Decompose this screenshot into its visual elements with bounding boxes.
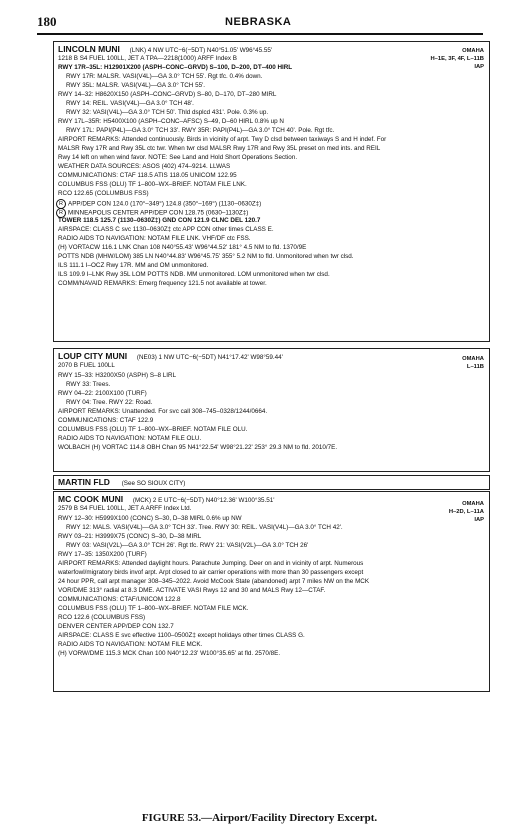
lincoln-rwy-32: RWY 32: VASI(V4L)—GA 3.0° TCH 50'. Thld dsplcd 431'. Pole. 0.3% up. [66,109,269,116]
lincoln-center: MINNEAPOLIS CENTER APP/DEP CON 128.75 (0630–1130Z‡) [68,209,249,217]
lincoln-ndb: POTTS NDB (MHW/LOM) 385 LN N40°44.83' W96°45.75' 355° 5.2 NM to fld. Unmonitored when twr clsd. [58,253,354,260]
lincoln-remarks-2: MALSR Rwy 17R and Rwy 35L ctc twr. When twr clsd MALSR Rwy 17R and Rwy 35L preset on med ints. and REIL [58,145,381,152]
mccook-city: OMAHA [462,501,484,507]
lincoln-weather: WEATHER DATA SOURCES: ASOS (402) 474–9214. LLWAS [58,163,231,170]
lincoln-remarks-3: Rwy 14 left on when wind favor. NOTE: See Land and Hold Short Operations Section. [58,154,298,161]
radar-symbol-icon: R [56,199,66,209]
loup-rwy-33: RWY 33: Trees. [66,381,111,388]
lincoln-ils-1: ILS 111.1 I–OCZ Rwy 17R. MM and OM unmonitored. [58,262,209,269]
mccook-rwy-03-21: RWY 03–21: H3999X75 (CONC) S–30, D–38 MIRL [58,533,202,540]
loup-remarks: AIRPORT REMARKS: Unattended. For svc call 308–745–0328/1244/0664. [58,408,268,415]
lincoln-ident: (LNK) 4 NW UTC−6(−5DT) N40°51.05' W96°45.55' [129,47,273,54]
lincoln-city: OMAHA [462,48,484,54]
mccook-ident: (MCK) 2 E UTC−6(−5DT) N40°12.36' W100°35.51' [132,497,275,504]
lincoln-rwy-35l: RWY 35L: MALSR. VASI(V4L)—GA 3.0° TCH 55'. [66,82,206,89]
lincoln-rwy-17l-35r-detail: RWY 17L: PAPI(P4L)—GA 3.0° TCH 33'. RWY 35R: PAPI(P4L)—GA 3.0° TCH 40'. Pole. Rgt tfc. [66,127,335,134]
mccook-remarks-1: AIRPORT REMARKS: Attended daylight hours. Parachute Jumping. Deer on and in vicinity of arpt. Numerous [58,560,364,567]
lincoln-rwy-17r: RWY 17R: MALSR. VASI(V4L)—GA 3.0° TCH 55'. Rgt tfc. 0.4% down. [66,73,263,80]
lincoln-fss: COLUMBUS FSS (OLU) TF 1–800–WX–BRIEF. NOTAM FILE LNK. [58,181,247,188]
loup-title: LOUP CITY MUNI [58,351,128,361]
lincoln-remarks-1: AIRPORT REMARKS: Attended continuously. Birds in vicinity of arpt. Twy D clsd between taxiways S and H indef. For [58,136,387,143]
mccook-rwy-12: RWY 12: MALS. VASI(V4L)—GA 3.0° TCH 33'. Tree. RWY 30: REIL. VASI(V4L)—GA 3.0° TCH 42'. [66,524,343,531]
header-rule [37,33,483,35]
mccook-vor: (H) VORW/DME 115.3 MCK Chan 100 N40°12.23' W100°35.65' at fld. 2570/8E. [58,650,281,657]
loup-line2: 2070 B FUEL 100LL [58,362,115,369]
mccook-line2: 2579 B S4 FUEL 100LL, JET A ARFF Index Ltd. [58,505,192,512]
lincoln-rwy-17l-35r: RWY 17L–35R: H5400X100 (ASPH–CONC–AFSC) S–49, D–60 HIRL 0.8% up N [58,118,284,125]
lincoln-entry [53,41,490,342]
lincoln-rco: RCO 122.65 (COLUMBUS FSS) [58,190,149,197]
state-heading: NEBRASKA [225,16,292,28]
lincoln-iap: IAP [474,64,484,70]
mccook-radio-aids: RADIO AIDS TO NAVIGATION: NOTAM FILE MCK. [58,641,203,648]
mccook-entry [53,491,490,692]
martin-note: (See SO SIOUX CITY) [121,480,186,487]
lincoln-ils-2: ILS 109.9 I–LNK Rwy 35L LOM POTTS NDB. MM unmonitored. LOM unmonitored when twr clsd. [58,271,330,278]
lincoln-comm-remarks: COMM/NAVAID REMARKS: Emerg frequency 121.5 not available at tower. [58,280,267,287]
mccook-iap: IAP [474,517,484,523]
radar-symbol-icon: R [56,208,66,218]
martin-entry [53,475,490,490]
martin-title: MARTIN FLD [58,477,110,487]
lincoln-vortac: (H) VORTACW 116.1 LNK Chan 108 N40°55.43' W96°44.52' 181° 4.5 NM to fld. 1370/9E [58,244,307,251]
mccook-rwy-17-35: RWY 17–35: 1350X200 (TURF) [58,551,147,558]
loup-chart: L–11B [466,364,484,370]
mccook-rwy-12-30: RWY 12–30: H5999X100 (CONC) S–30, D–38 MIRL 0.6% up NW [58,515,242,522]
loup-city: OMAHA [462,356,484,362]
loup-ident: (NE03) 1 NW UTC−6(−5DT) N41°17.42' W98°59.44' [136,354,283,361]
figure-caption: FIGURE 53.—Airport/Facility Directory Excerpt. [141,812,378,824]
loup-rwy-15-33: RWY 15–33: H3200X50 (ASPH) S–8 LIRL [58,372,177,379]
loup-fss: COLUMBUS FSS (OLU) TF 1–800–WX–BRIEF. NOTAM FILE OLU. [58,426,248,433]
lincoln-comms: COMMUNICATIONS: CTAF 118.5 ATIS 118.05 UNICOM 122.95 [58,172,237,179]
mccook-title: MC COOK MUNI [58,494,124,504]
lincoln-airspace: AIRSPACE: CLASS C svc 1130–0630Z‡ ctc APP CON other times CLASS E. [58,226,274,233]
lincoln-radio-aids: RADIO AIDS TO NAVIGATION: NOTAM FILE LNK. VHF/DF ctc FSS. [58,235,251,242]
lincoln-title: LINCOLN MUNI [58,44,120,54]
mccook-remarks-2: waterfowl/migratory birds invof arpt. Arpt closed to air carrier operations with more than 30 passengers except [58,569,364,576]
loup-rwy-04: RWY 04: Tree. RWY 22: Road. [66,399,153,406]
mccook-remarks-4: VOR/DME 313° radial at 8.3 DME. ACTIVATE VASI Rwys 12 and 30 and MALS Rwy 12—CTAF. [58,587,326,594]
loup-entry [53,348,490,472]
lincoln-rwy-14: RWY 14: REIL. VASI(V4L)—GA 3.0° TCH 48'. [66,100,194,107]
mccook-chart: H–2D, L–11A [448,509,484,515]
page-number: 180 [37,14,57,29]
lincoln-tower: TOWER 118.5 125.7 (1130–0630Z‡) GND CON 121.9 CLNC DEL 120.7 [58,217,261,224]
loup-vortac: WOLBACH (H) VORTAC 114.8 OBH Chan 95 N41°22.54' W98°21.22' 253° 29.3 NM to fld. 2010/7E. [58,444,338,451]
mccook-fss: COLUMBUS FSS (OLU) TF 1–800–WX–BRIEF. NOTAM FILE MCK. [58,605,249,612]
mccook-remarks-3: 24 hour PPR, call arpt manager 308–345–2022. Avoid McCook State (abandoned) arpt 7 miles NW on the MCK [58,578,370,585]
mccook-center: DENVER CENTER APP/DEP CON 132.7 [58,623,174,630]
mccook-comms: COMMUNICATIONS: CTAF/UNICOM 122.8 [58,596,181,603]
lincoln-rwy-17r-35l: RWY 17R–35L: H12901X200 (ASPH–CONC–GRVD) S–100, D–200, DT–400 HIRL [58,64,293,71]
loup-comms: COMMUNICATIONS: CTAF 122.9 [58,417,154,424]
loup-radio-aids: RADIO AIDS TO NAVIGATION: NOTAM FILE OLU. [58,435,202,442]
lincoln-chart: H–1E, 3F, 4F, L–11B [430,56,484,62]
mccook-rco: RCO 122.6 (COLUMBUS FSS) [58,614,146,621]
lincoln-app-dep: APP/DEP CON 124.0 (170°–349°) 124.8 (350°–169°) (1130–0630Z‡) [68,200,262,208]
lincoln-rwy-14-32: RWY 14–32: H8620X150 (ASPH–CONC–GRVD) S–80, D–170, DT–280 MIRL [58,91,277,98]
lincoln-line2: 1218 B S4 FUEL 100LL, JET A TPA—2218(1000) ARFF Index B [58,55,237,62]
mccook-airspace: AIRSPACE: CLASS E svc effective 1100–0500Z‡ except holidays other times CLASS G. [58,632,305,639]
mccook-rwy-03: RWY 03: VASI(V2L)—GA 3.0° TCH 26'. Rgt tfc. RWY 21: VASI(V2L)—GA 3.0° TCH 26' [66,542,309,549]
loup-rwy-04-22: RWY 04–22: 2100X100 (TURF) [58,390,147,397]
